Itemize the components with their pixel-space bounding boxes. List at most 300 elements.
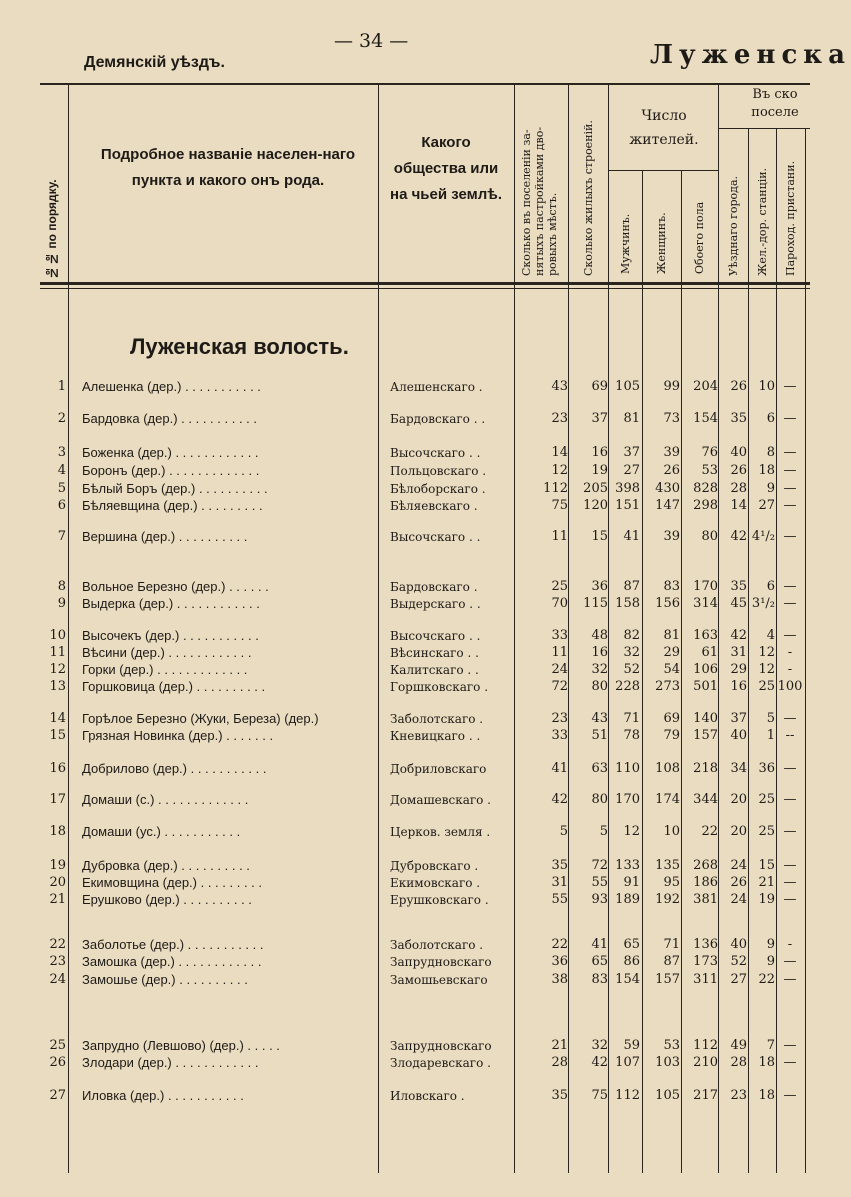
table-row [0,644,814,662]
district-title: Демянскій уѣздъ. [84,54,225,71]
women-count: 174 [655,792,680,807]
place-name: Горѣлое Березно (Жуки, Береза) (дер.) [82,711,319,726]
distance-town: 40 [730,728,747,743]
women-count: 39 [663,529,680,544]
men-count: 37 [623,445,640,460]
women-count: 105 [655,1088,680,1103]
distance-town: 16 [730,679,747,694]
yards-count: 11 [551,529,568,544]
women-count: 192 [655,892,680,907]
yards-count: 75 [551,498,568,513]
society-name: Ерушковскаго . [390,893,489,907]
distance-town: 45 [730,596,747,611]
distance-town: 14 [730,498,747,513]
place-name: Вольное Березно (дер.) . . . . . . [82,579,269,594]
distance-pier: — [783,972,797,987]
row-number: 24 [49,972,66,987]
place-name: Бѣляевщина (дер.) . . . . . . . . . [82,498,263,513]
men-count: 151 [615,498,640,513]
distance-station: 4 [766,628,775,643]
buildings-count: 51 [591,728,608,743]
men-count: 107 [615,1055,640,1070]
society-name: Высочскаго . . [390,446,481,460]
society-name: Вѣсинскаго . . [390,646,479,660]
women-count: 53 [663,1038,680,1053]
distance-town: 23 [730,1088,747,1103]
distance-station: 27 [758,498,775,513]
row-number: 26 [49,1055,66,1070]
table-row [0,936,814,954]
buildings-count: 55 [591,875,608,890]
total-count: 140 [693,711,718,726]
buildings-count: 48 [591,628,608,643]
men-count: 65 [623,937,640,952]
distance-station: 10 [758,379,775,394]
row-number: 20 [49,875,66,890]
distance-town: 37 [730,711,747,726]
yards-count: 14 [551,445,568,460]
row-number: 23 [49,954,66,969]
header-men: Мужчинъ. [619,213,632,274]
table-row [0,410,814,428]
society-name: Замошьевскаго [390,973,488,987]
table-row [0,710,814,728]
distance-town: 26 [730,463,747,478]
society-name: Добриловскаго [390,762,487,776]
distance-station: 3¹/₂ [751,596,775,611]
men-count: 112 [615,1088,640,1103]
women-count: 430 [655,481,680,496]
table-row [0,497,814,515]
distance-station: 36 [758,761,775,776]
place-name: Боронъ (дер.) . . . . . . . . . . . . . [82,463,260,478]
distance-pier: — [783,445,797,460]
buildings-count: 72 [591,858,608,873]
society-name: Калитскаго . . [390,663,479,677]
distance-station: 12 [758,662,775,677]
total-count: 136 [693,937,718,952]
place-name: Алешенка (дер.) . . . . . . . . . . . [82,379,261,394]
yards-count: 12 [551,463,568,478]
men-count: 32 [623,645,640,660]
women-count: 54 [663,662,680,677]
place-name: Бардовка (дер.) . . . . . . . . . . . [82,411,258,426]
place-name: Екимовщина (дер.) . . . . . . . . . [82,875,263,890]
place-name: Злодари (дер.) . . . . . . . . . . . . [82,1055,259,1070]
place-name: Вершина (дер.) . . . . . . . . . . [82,529,248,544]
distance-town: 42 [730,529,747,544]
distance-town: 31 [730,645,747,660]
buildings-count: 120 [583,498,608,513]
yards-count: 11 [551,645,568,660]
row-number: 13 [49,679,66,694]
men-count: 82 [623,628,640,643]
distance-pier: — [783,379,797,394]
total-count: 76 [701,445,718,460]
yards-count: 23 [551,711,568,726]
distance-pier: — [783,628,797,643]
table-row [0,378,814,396]
buildings-count: 32 [591,1038,608,1053]
total-count: 344 [693,792,718,807]
total-count: 314 [693,596,718,611]
society-name: Дубровскаго . [390,859,479,873]
distance-pier: -- [785,728,795,743]
distance-pier: — [783,711,797,726]
men-count: 105 [615,379,640,394]
row-number: 3 [57,445,66,460]
buildings-count: 75 [591,1088,608,1103]
yards-count: 24 [551,662,568,677]
total-count: 268 [693,858,718,873]
distance-pier: — [783,792,797,807]
buildings-count: 41 [591,937,608,952]
total-count: 106 [693,662,718,677]
yards-count: 5 [559,824,568,839]
row-number: 4 [57,463,66,478]
table-row [0,727,814,745]
table-row [0,823,814,841]
yards-count: 35 [551,1088,568,1103]
men-count: 27 [623,463,640,478]
yards-count: 33 [551,728,568,743]
society-name: Злодаревскаго . [390,1056,491,1070]
distance-pier: — [783,579,797,594]
row-number: 5 [57,481,66,496]
page-number: — 34 — [334,30,409,52]
buildings-count: 37 [591,411,608,426]
header-residents: Число жителей. [629,108,699,148]
table-row [0,971,814,989]
buildings-count: 36 [591,579,608,594]
distance-pier: - [787,937,793,952]
row-number: 25 [49,1038,66,1053]
society-name: Заболотскаго . [390,712,484,726]
table-row [0,595,814,613]
buildings-count: 16 [591,645,608,660]
distance-station: 25 [758,679,775,694]
distance-station: 25 [758,792,775,807]
row-number: 12 [49,662,66,677]
total-count: 204 [693,379,718,394]
yards-count: 23 [551,411,568,426]
society-name: Выдерскаго . . [390,597,481,611]
yards-count: 41 [551,761,568,776]
total-count: 217 [693,1088,718,1103]
distance-station: 4¹/₂ [751,529,775,544]
distance-station: 5 [766,711,775,726]
yards-count: 36 [551,954,568,969]
total-count: 112 [693,1038,718,1053]
header-station: Жел.-дор. станціи. [756,167,769,276]
distance-station: 6 [766,579,775,594]
distance-town: 35 [730,579,747,594]
society-name: Алешенскаго . [390,380,483,394]
place-name: Горки (дер.) . . . . . . . . . . . . . [82,662,248,677]
women-count: 108 [655,761,680,776]
distance-station: 9 [766,481,775,496]
row-number: 7 [57,529,66,544]
yards-count: 28 [551,1055,568,1070]
yards-count: 112 [543,481,568,496]
buildings-count: 65 [591,954,608,969]
society-name: Екимовскаго . [390,876,481,890]
men-count: 228 [615,679,640,694]
total-count: 173 [693,954,718,969]
society-name: Иловскаго . [390,1089,465,1103]
society-name: Запрудновскаго [390,955,492,969]
table-row [0,1037,814,1055]
table-row [0,1054,814,1072]
row-number: 11 [49,645,66,660]
buildings-count: 19 [591,463,608,478]
distance-pier: — [783,954,797,969]
place-name: Выдерка (дер.) . . . . . . . . . . . . [82,596,260,611]
distance-pier: — [783,463,797,478]
distance-pier: - [787,662,793,677]
row-number: 9 [57,596,66,611]
distance-pier: - [787,645,793,660]
row-number: 6 [57,498,66,513]
total-count: 157 [693,728,718,743]
society-name: Высочскаго . . [390,530,481,544]
distance-town: 49 [730,1038,747,1053]
women-count: 79 [663,728,680,743]
header-distance-group: Въ ско поселе [751,87,799,120]
section-title: Луженская волость. [130,334,349,359]
place-name: Дубровка (дер.) . . . . . . . . . . [82,858,250,873]
header-town: Уѣзднаго города. [727,175,740,276]
header-yards: Сколько въ поселеніи за-нятыхъ пастройками дво-ровыхъ мѣстъ. [520,126,559,276]
distance-station: 6 [766,411,775,426]
distance-pier: — [783,529,797,544]
place-name: Замошка (дер.) . . . . . . . . . . . . [82,954,262,969]
distance-town: 34 [730,761,747,776]
yards-count: 25 [551,579,568,594]
distance-station: 12 [758,645,775,660]
men-count: 86 [623,954,640,969]
distance-pier: 100 [777,679,803,694]
place-name: Иловка (дер.) . . . . . . . . . . . [82,1088,244,1103]
men-count: 71 [623,711,640,726]
women-count: 39 [663,445,680,460]
men-count: 41 [623,529,640,544]
distance-pier: — [783,761,797,776]
society-name: Бѣляевскаго . [390,499,478,513]
place-name: Высочекъ (дер.) . . . . . . . . . . . [82,628,259,643]
header-name: Подробное названіе населен-наго пункта и какого онъ рода. [100,146,356,189]
total-count: 210 [693,1055,718,1070]
total-count: 170 [693,579,718,594]
row-number: 10 [49,628,66,643]
distance-station: 7 [766,1038,775,1053]
row-number: 27 [49,1088,66,1103]
distance-station: 8 [766,445,775,460]
distance-pier: — [783,824,797,839]
table-row [0,857,814,875]
table-row [0,578,814,596]
row-number: 14 [49,711,66,726]
distance-station: 9 [766,937,775,952]
distance-pier: — [783,858,797,873]
distance-pier: — [783,481,797,496]
men-count: 110 [615,761,640,776]
women-count: 157 [655,972,680,987]
place-name: Вѣсини (дер.) . . . . . . . . . . . . [82,645,252,660]
women-count: 71 [663,937,680,952]
place-name: Грязная Новинка (дер.) . . . . . . . [82,728,274,743]
men-count: 78 [623,728,640,743]
yards-count: 35 [551,858,568,873]
buildings-count: 43 [591,711,608,726]
place-name: Горшковица (дер.) . . . . . . . . . . [82,679,266,694]
women-count: 103 [655,1055,680,1070]
women-count: 10 [663,824,680,839]
row-number: 22 [49,937,66,952]
men-count: 59 [623,1038,640,1053]
header-no: №№ по порядку. [45,179,59,280]
distance-pier: — [783,1088,797,1103]
table-row [0,528,814,546]
distance-town: 40 [730,445,747,460]
distance-town: 35 [730,411,747,426]
men-count: 87 [623,579,640,594]
society-name: Кневицкаго . . [390,729,481,743]
men-count: 12 [623,824,640,839]
distance-town: 27 [730,972,747,987]
row-number: 18 [49,824,66,839]
yards-count: 72 [551,679,568,694]
table-row [0,462,814,480]
buildings-count: 32 [591,662,608,677]
buildings-count: 115 [583,596,608,611]
total-count: 22 [701,824,718,839]
buildings-count: 80 [591,679,608,694]
men-count: 189 [615,892,640,907]
buildings-count: 93 [591,892,608,907]
buildings-count: 42 [591,1055,608,1070]
men-count: 154 [615,972,640,987]
men-count: 52 [623,662,640,677]
table-row [0,791,814,809]
society-name: Горшковскаго . [390,680,489,694]
total-count: 61 [701,645,718,660]
yards-count: 42 [551,792,568,807]
distance-station: 18 [758,1088,775,1103]
society-name: Церков. земля . [390,825,491,839]
table-row [0,760,814,778]
total-count: 298 [693,498,718,513]
row-number: 15 [49,728,66,743]
header-both: Обоего пола [693,201,706,274]
women-count: 26 [663,463,680,478]
distance-pier: — [783,1055,797,1070]
men-count: 170 [615,792,640,807]
distance-station: 15 [758,858,775,873]
place-name: Запрудно (Левшово) (дер.) . . . . . [82,1038,280,1053]
header-buildings: Сколько жилыхъ строеній. [582,120,595,276]
total-count: 828 [693,481,718,496]
table-row [0,1087,814,1105]
women-count: 87 [663,954,680,969]
table-row [0,891,814,909]
yards-count: 55 [551,892,568,907]
distance-town: 40 [730,937,747,952]
distance-town: 24 [730,892,747,907]
distance-town: 24 [730,858,747,873]
row-number: 17 [49,792,66,807]
row-number: 21 [49,892,66,907]
distance-station: 22 [758,972,775,987]
place-name: Бѣлый Боръ (дер.) . . . . . . . . . . [82,481,268,496]
total-count: 80 [701,529,718,544]
men-count: 158 [615,596,640,611]
women-count: 73 [663,411,680,426]
women-count: 83 [663,579,680,594]
header-society: Какого общества или на чьей землѣ. [390,134,502,203]
women-count: 69 [663,711,680,726]
distance-pier: — [783,498,797,513]
place-name: Домаши (с.) . . . . . . . . . . . . . [82,792,249,807]
women-count: 99 [663,379,680,394]
women-count: 156 [655,596,680,611]
place-name: Добрилово (дер.) . . . . . . . . . . . [82,761,267,776]
society-name: Высочскаго . . [390,629,481,643]
yards-count: 38 [551,972,568,987]
row-number: 2 [57,411,66,426]
society-name: Бѣлоборскаго . [390,482,486,496]
total-count: 381 [693,892,718,907]
total-count: 53 [701,463,718,478]
buildings-count: 69 [591,379,608,394]
women-count: 81 [663,628,680,643]
place-name: Ерушково (дер.) . . . . . . . . . . [82,892,252,907]
place-name: Боженка (дер.) . . . . . . . . . . . . [82,445,259,460]
women-count: 147 [655,498,680,513]
distance-town: 28 [730,1055,747,1070]
distance-station: 19 [758,892,775,907]
running-title: Луженска [650,40,851,70]
buildings-count: 15 [591,529,608,544]
society-name: Заболотскаго . [390,938,484,952]
row-number: 16 [49,761,66,776]
total-count: 218 [693,761,718,776]
total-count: 501 [693,679,718,694]
yards-count: 21 [551,1038,568,1053]
yards-count: 70 [551,596,568,611]
men-count: 81 [623,411,640,426]
table-row [0,678,814,696]
table-row [0,874,814,892]
yards-count: 31 [551,875,568,890]
table-row [0,661,814,679]
row-number: 1 [57,379,66,394]
header-women: Женщинъ. [655,212,668,274]
yards-count: 22 [551,937,568,952]
place-name: Домаши (ус.) . . . . . . . . . . . [82,824,241,839]
table-row [0,444,814,462]
women-count: 29 [663,645,680,660]
buildings-count: 63 [591,761,608,776]
women-count: 273 [655,679,680,694]
society-name: Запрудновскаго [390,1039,492,1053]
distance-pier: — [783,596,797,611]
society-name: Бардовскаго . . [390,412,486,426]
row-number: 19 [49,858,66,873]
men-count: 91 [623,875,640,890]
distance-town: 29 [730,662,747,677]
table-row [0,627,814,645]
